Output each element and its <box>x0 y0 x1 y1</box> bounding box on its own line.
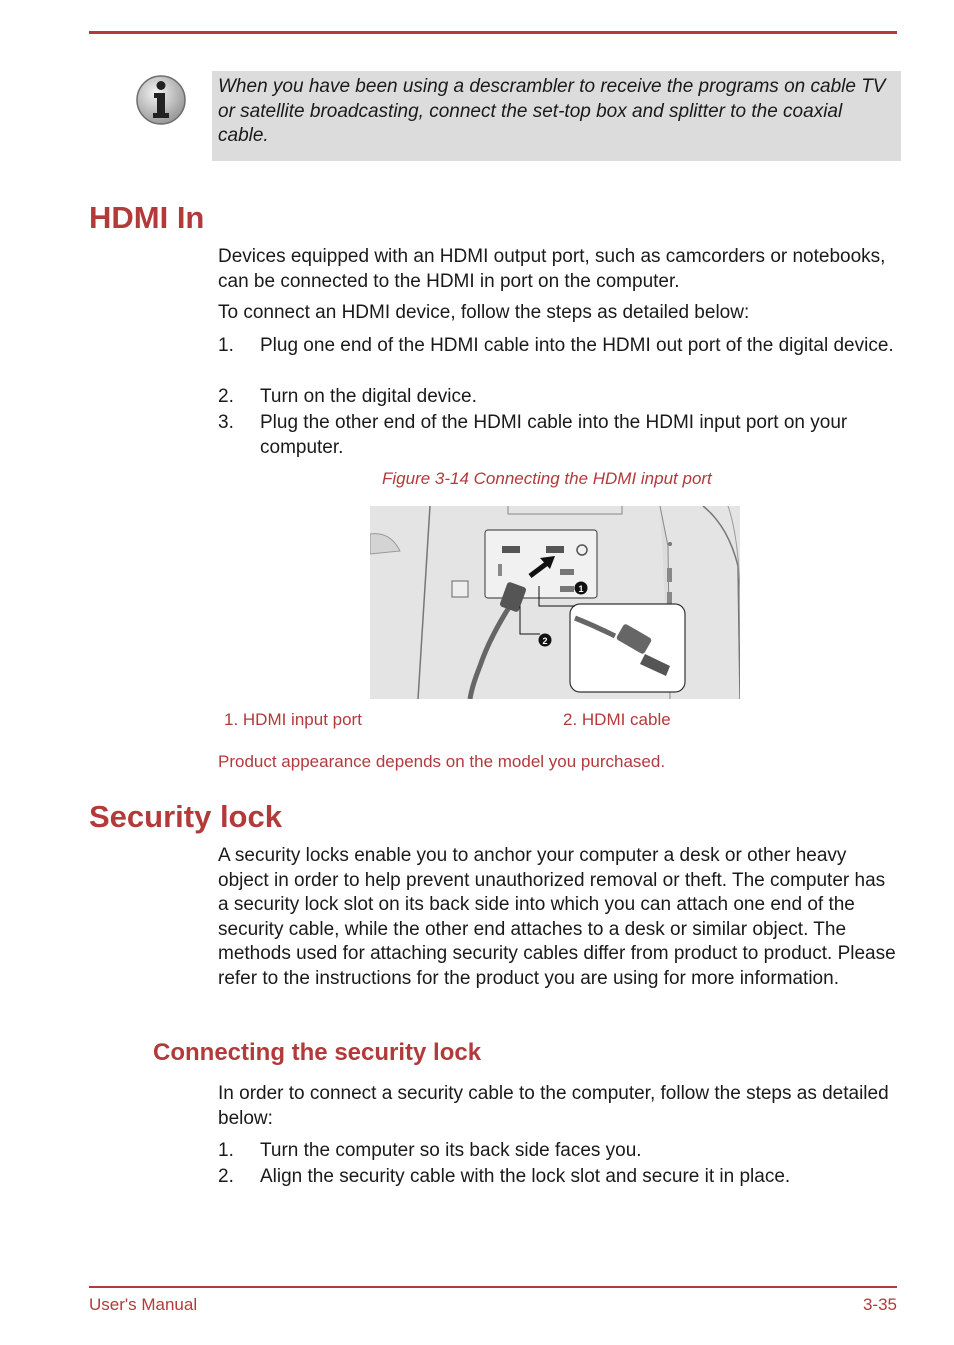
security-step <box>218 1139 898 1164</box>
figure-label-hdmi-port: 1. HDMI input port <box>224 710 362 729</box>
hdmi-lead: To connect an HDMI device, follow the steps as detailed below: <box>218 302 750 323</box>
hdmi-step <box>218 334 898 359</box>
step-number: 2. <box>218 1166 234 1187</box>
step-number: 1. <box>218 335 234 356</box>
figure-label-hdmi-cable: 2. HDMI cable <box>563 710 671 729</box>
page-number: 3-35 <box>862 1295 897 1314</box>
step-text: Plug the other end of the HDMI cable into the HDMI input port on your computer. <box>260 412 848 458</box>
step-number: 3. <box>218 412 234 433</box>
info-icon <box>135 74 187 126</box>
hdmi-step <box>218 411 898 460</box>
security-step <box>218 1165 898 1190</box>
step-text: Turn on the digital device. <box>260 386 477 407</box>
step-text: Align the security cable with the lock slot and secure it in place. <box>260 1166 791 1187</box>
header-rule <box>89 31 897 34</box>
step-text: Plug one end of the HDMI cable into the HDMI out port of the digital device. <box>260 335 894 356</box>
security-lead: In order to connect a security cable to the computer, follow the steps as detailed below: <box>218 1083 889 1129</box>
step-number: 1. <box>218 1140 234 1161</box>
appearance-note: Product appearance depends on the model you purchased. <box>218 752 666 771</box>
security-body: A security locks enable you to anchor your computer a desk or other heavy object in order to help prevent unauthorized removal or theft. The computer has a security lock slot on its back side into which you can attach one end of the security cable, while the other end attaches to a desk or similar object. The methods used for attaching security cables differ from product to product. Please refer to the instructions for the product you are using for more information. <box>218 845 896 989</box>
note-box <box>212 71 901 161</box>
hdmi-intro: Devices equipped with an HDMI output port, such as camcorders or notebooks, can be connected to the HDMI in port on the computer. <box>218 246 886 292</box>
footer-title: User's Manual <box>89 1295 198 1314</box>
hdmi-connection-figure <box>370 506 740 699</box>
step-number: 2. <box>218 386 234 407</box>
section-title-hdmi: HDMI In <box>89 200 205 235</box>
step-text: Turn the computer so its back side faces you. <box>260 1140 642 1161</box>
callout-number: 2 <box>542 636 548 646</box>
hdmi-step <box>218 385 898 410</box>
section-title-security-lock: Security lock <box>89 799 282 834</box>
subsection-title: Connecting the security lock <box>153 1039 482 1066</box>
figure-caption: Figure 3-14 Connecting the HDMI input port <box>382 469 712 488</box>
footer-rule <box>89 1286 897 1288</box>
note-text: When you have been using a descrambler to receive the programs on cable TV or satellite broadcasting, connect the set-top box and splitter to the coaxial cable. <box>218 76 886 146</box>
callout-number: 1 <box>578 584 584 594</box>
